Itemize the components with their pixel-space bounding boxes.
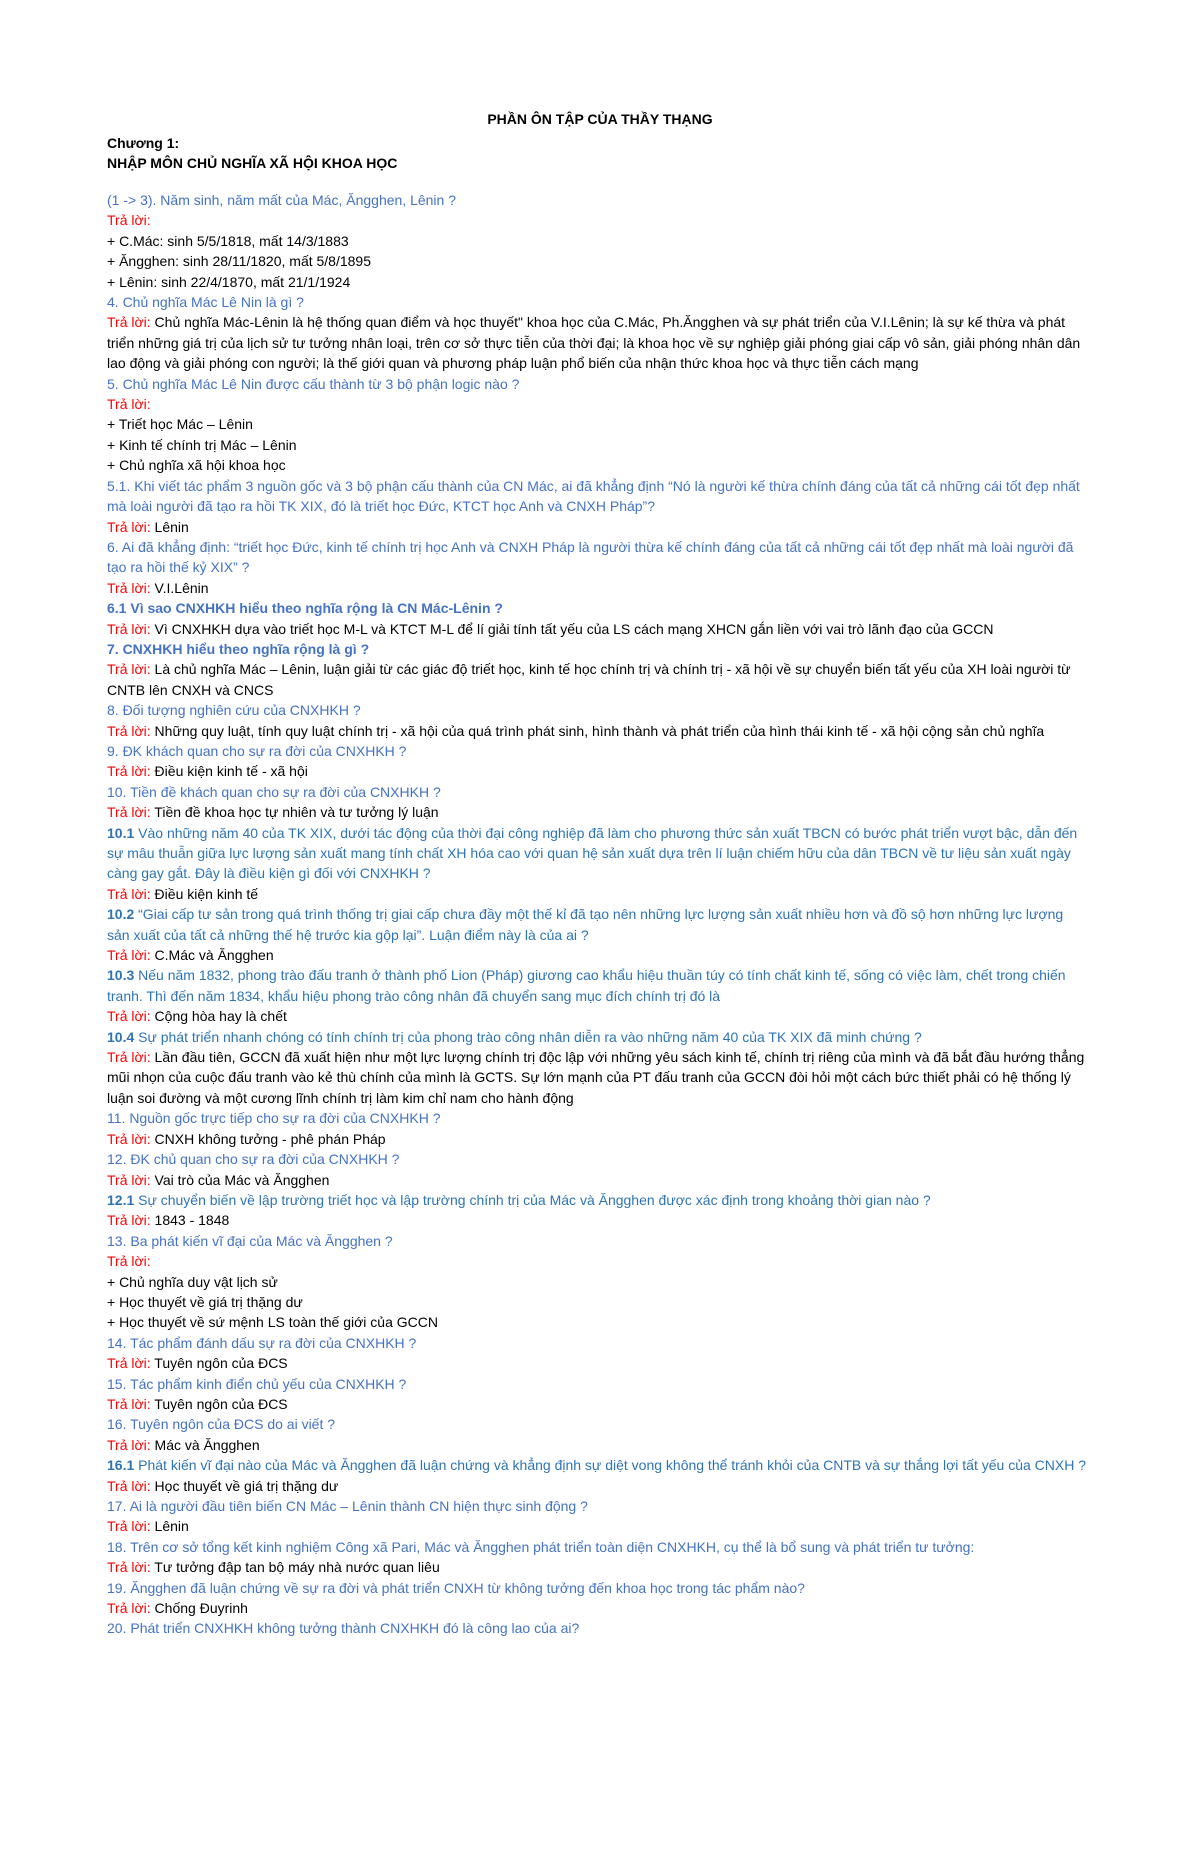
question-line: 17. Ai là người đầu tiên biến CN Mác – Lênin thành CN hiện thực sinh động ?	[107, 1498, 588, 1514]
question-line	[107, 1190, 1087, 1210]
question-line: 13. Ba phát kiến vĩ đại của Mác và Ăngghen ?	[107, 1232, 393, 1249]
question-line: 5. Chủ nghĩa Mác Lê Nin được cấu thành từ 3 bộ phận logic nào ?	[107, 375, 520, 392]
answer-text: Mác và Ăngghen	[150, 1436, 260, 1453]
answer-label: Trả lời:	[107, 396, 151, 413]
question-line: 12. ĐK chủ quan cho sự ra đời của CNXHKH ?	[107, 1151, 400, 1168]
answer-label: Trả lời:	[107, 885, 151, 902]
answer-label: Trả lời:	[107, 661, 151, 678]
question-line	[107, 1455, 1087, 1475]
question-line: 7. CNXHKH hiểu theo nghĩa rộng là gì ?	[107, 640, 370, 657]
answer-text: Tuyên ngôn của ĐCS	[150, 1355, 288, 1372]
answer-text: Tuyên ngôn của ĐCS	[150, 1395, 288, 1412]
question-text: Sự chuyển biến về lập trường triết học và lập trường chính trị của Mác và Ăngghen được xác định trong khoảng thời gian nào ?	[134, 1191, 931, 1208]
answer-line: + Chủ nghĩa duy vật lịch sử	[107, 1273, 278, 1290]
answer-line	[107, 517, 1087, 537]
answer-text: Là chủ nghĩa Mác – Lênin, luận giải từ các giác độ triết học, kinh tế học chính trị và chính trị - xã hội về sự chuyển biến tất yếu của XH loài người từ CNTB lên CNXH và CNCS	[107, 661, 1071, 698]
question-line: 20. Phát triển CNXHKH không tưởng thành CNXHKH đó là công lao của ai?	[107, 1620, 580, 1637]
answer-line	[107, 1353, 1087, 1373]
question-line: 10. Tiền đề khách quan cho sự ra đời của CNXHKH ?	[107, 783, 441, 800]
answer-label: Trả lời:	[107, 804, 151, 821]
answer-label: Trả lời:	[107, 1477, 151, 1494]
answer-line	[107, 1516, 1087, 1536]
answer-text: V.I.Lênin	[150, 579, 209, 596]
chapter-label: Chương 1:	[107, 135, 180, 151]
answer-line	[107, 659, 1087, 700]
answer-text: Vì CNXHKH dựa vào triết học M-L và KTCT M-L để lí giải tính tất yếu của LS cách mạng XHCN gắn liền với vai trò lãnh đạo của GCCN	[150, 620, 994, 637]
answer-text: Chống Đuyrinh	[150, 1600, 248, 1617]
answer-label: Trả lời:	[107, 620, 151, 637]
answer-line	[107, 1129, 1087, 1149]
answer-text: Học thuyết về giá trị thặng dư	[150, 1477, 339, 1494]
answer-line	[107, 1476, 1087, 1496]
answer-line	[107, 619, 1087, 639]
question-number: 10.1	[107, 824, 135, 841]
answer-text: Điều kiện kinh tế	[150, 885, 259, 902]
answer-label: Trả lời:	[107, 1559, 151, 1576]
answer-text: C.Mác và Ăngghen	[150, 947, 274, 964]
question-line: 16. Tuyên ngôn của ĐCS do ai viết ?	[107, 1416, 336, 1433]
chapter-title: NHẬP MÔN CHỦ NGHĨA XÃ HỘI KHOA HỌC	[107, 155, 398, 171]
question-line: 19. Ăngghen đã luận chứng về sự ra đời và phát triển CNXH từ không tưởng đến khoa học trong tác phẩm nào?	[107, 1579, 805, 1596]
answer-line: + Kinh tế chính trị Mác – Lênin	[107, 436, 297, 453]
answer-line	[107, 761, 1087, 781]
question-line: 8. Đối tượng nghiên cứu của CNXHKH ?	[107, 702, 361, 719]
answer-line	[107, 1435, 1087, 1455]
question-line: 6. Ai đã khẳng định: “triết học Đức, kinh tế chính trị học Anh và CNXH Pháp là người thừa kế chính đáng của tất cả những cái tốt đẹp nhất mà loài người đã tạo ra hồi thế kỷ XIX” ?	[107, 538, 1074, 576]
answer-line: + Lênin: sinh 22/4/1870, mất 21/1/1924	[107, 273, 351, 290]
question-line: 18. Trên cơ sở tổng kết kinh nghiệm Công xã Pari, Mác và Ăngghen phát triển toàn diện CNXHKH, cụ thể là bổ sung và phát triển tư tưởng:	[107, 1538, 975, 1555]
question-number: 10.2	[107, 906, 135, 923]
answer-line	[107, 721, 1087, 741]
question-line: 4. Chủ nghĩa Mác Lê Nin là gì ?	[107, 294, 304, 311]
answer-line	[107, 578, 1087, 598]
question-number: 12.1	[107, 1191, 135, 1208]
answer-label: Trả lời:	[107, 1600, 151, 1617]
answer-line: + Học thuyết về giá trị thặng dư	[107, 1293, 303, 1310]
answer-text: 1843 - 1848	[150, 1212, 230, 1229]
question-line: 9. ĐK khách quan cho sự ra đời của CNXHKH ?	[107, 742, 407, 759]
question-text: Sự phát triển nhanh chóng có tính chính trị của phong trào công nhân diễn ra vào những năm 40 của TK XIX đã minh chứng ?	[134, 1028, 922, 1045]
answer-text: Lần đầu tiên, GCCN đã xuất hiện như một lực lượng chính trị độc lập với những yêu sách kinh tế, chính trị riêng của mình và đã bắt đầu hướng thẳng mũi nhọn của cuộc đấu tranh vào kẻ thù chính của mình là GCTS. Sự lớn mạnh của PT đấu tranh của GCCN đòi hỏi một cách bức thiết phải có hệ thống lý luận soi đường và một cương lĩnh chính trị làm kim chỉ nam cho hành động	[107, 1049, 1085, 1106]
answer-line	[107, 1394, 1087, 1414]
answer-line: + Triết học Mác – Lênin	[107, 416, 253, 433]
answer-label: Trả lời:	[107, 1355, 151, 1372]
answer-line	[107, 1047, 1087, 1108]
answer-label: Trả lời:	[107, 518, 151, 535]
answer-label: Trả lời:	[107, 1436, 151, 1453]
answer-text: CNXH không tưởng - phê phán Pháp	[150, 1130, 386, 1147]
answer-label: Trả lời:	[107, 314, 151, 331]
question-line	[107, 965, 1087, 1006]
question-text: Phát kiến vĩ đại nào của Mác và Ăngghen đã luận chứng và khẳng định sự diệt vong không thể tránh khỏi của CNTB và sự thắng lợi tất yếu của CNXH ?	[134, 1457, 1086, 1474]
answer-label: Trả lời:	[107, 1212, 151, 1229]
answer-label: Trả lời:	[107, 1253, 151, 1270]
answer-line: + Chủ nghĩa xã hội khoa học	[107, 457, 286, 474]
question-text: Vào những năm 40 của TK XIX, dưới tác động của thời đại công nghiệp đã làm cho phương thức sản xuất TBCN có bước phát triển vượt bậc, dẫn đến sự mâu thuẫn giữa lực lượng sản xuất mang tính chất XH hóa cao với quan hệ sản xuất dựa trên lí luận chiếm hữu của dân TBCN về tư liệu sản xuất ngày càng gay gắt. Đây là điều kiện gì đối với CNXHKH ?	[107, 824, 1078, 882]
question-line: 14. Tác phẩm đánh dấu sự ra đời của CNXHKH ?	[107, 1334, 417, 1351]
answer-line	[107, 945, 1087, 965]
qa-list	[107, 190, 1087, 1639]
question-number: 16.1	[107, 1457, 135, 1474]
question-number: 10.4	[107, 1028, 135, 1045]
answer-text: Tiền đề khoa học tự nhiên và tư tưởng lý luận	[150, 804, 439, 821]
document-title: PHẦN ÔN TẬP CỦA THẦY THẠNG	[487, 111, 713, 127]
answer-text: Điều kiện kinh tế - xã hội	[150, 763, 308, 780]
answer-text: Tư tưởng đập tan bộ máy nhà nước quan liêu	[150, 1559, 440, 1576]
answer-label: Trả lời:	[107, 1171, 151, 1188]
question-text: “Giai cấp tư sản trong quá trình thống trị giai cấp chưa đầy một thế kỉ đã tạo nên những lực lượng sản xuất nhiều hơn và đồ sộ hơn những lực lượng sản xuất của tất cả những thế hệ trước kia gộp lại”. Luận điểm này là của ai ?	[107, 906, 1064, 943]
answer-line	[107, 1557, 1087, 1577]
answer-label: Trả lời:	[107, 1518, 151, 1535]
answer-label: Trả lời:	[107, 579, 151, 596]
answer-text: Những quy luật, tính quy luật chính trị - xã hội của quá trình phát sinh, hình thành và phát triển của hình thái kinh tế - xã hội cộng sản chủ nghĩa	[150, 722, 1045, 739]
question-line	[107, 904, 1087, 945]
question-line: 11. Nguồn gốc trực tiếp cho sự ra đời của CNXHKH ?	[107, 1110, 441, 1127]
answer-line	[107, 312, 1087, 373]
question-line: 6.1 Vì sao CNXHKH hiểu theo nghĩa rộng là CN Mác-Lênin ?	[107, 600, 503, 617]
question-line: 15. Tác phẩm kinh điển chủ yếu của CNXHKH ?	[107, 1375, 407, 1392]
answer-line	[107, 1210, 1087, 1230]
answer-line	[107, 1170, 1087, 1190]
answer-text: Lênin	[150, 518, 189, 535]
question-line: (1 -> 3). Năm sinh, năm mất của Mác, Ăngghen, Lênin ?	[107, 192, 457, 208]
answer-label: Trả lời:	[107, 1049, 151, 1066]
answer-label: Trả lời:	[107, 212, 151, 229]
answer-text: Lênin	[150, 1518, 189, 1535]
question-number: 10.3	[107, 967, 135, 984]
answer-label: Trả lời:	[107, 1008, 151, 1025]
answer-text: Chủ nghĩa Mác-Lênin là hệ thống quan điểm và học thuyết" khoa học của C.Mác, Ph.Ăngghen và sự phát triển của V.I.Lênin; là sự kế thừa và phát triển những giá trị của lịch sử tư tưởng nhân loại, trên cơ sở thực tiễn của thời đại; là khoa học về sự nghiệp giải phóng giai cấp vô sản, giải phóng nhân dân lao động và giải phóng con người; là thế giới quan và phương pháp luận phổ biến của nhận thức khoa học và thực tiễn cách mạng	[107, 314, 1081, 372]
question-line: 5.1. Khi viết tác phẩm 3 nguồn gốc và 3 bộ phận cấu thành của CN Mác, ai đã khẳng định “Nó là người kế thừa chính đáng của tất cả những cái tốt đẹp nhất mà loài người đã tạo ra hồi TK XIX, đó là triết học Đức, KTCT học Anh và CNXH Pháp”?	[107, 477, 1080, 515]
answer-line: + Học thuyết về sứ mệnh LS toàn thế giới của GCCN	[107, 1314, 438, 1331]
answer-line	[107, 1006, 1087, 1026]
question-line	[107, 1027, 1087, 1047]
answer-text: Cộng hòa hay là chết	[150, 1008, 287, 1025]
answer-line	[107, 802, 1087, 822]
answer-line	[107, 1598, 1087, 1618]
answer-label: Trả lời:	[107, 763, 151, 780]
answer-text: Vai trò của Mác và Ăngghen	[150, 1171, 330, 1188]
answer-label: Trả lời:	[107, 1395, 151, 1412]
answer-label: Trả lời:	[107, 947, 151, 964]
answer-label: Trả lời:	[107, 1130, 151, 1147]
answer-line: + Ăngghen: sinh 28/11/1820, mất 5/8/1895	[107, 253, 372, 270]
question-line	[107, 823, 1087, 884]
answer-line: + C.Mác: sinh 5/5/1818, mất 14/3/1883	[107, 232, 349, 249]
question-text: Nếu năm 1832, phong trào đấu tranh ở thành phố Lion (Pháp) giương cao khẩu hiệu thuần túy có tính chất kinh tế, sống có việc làm, chết trong chiến tranh. Thì đến năm 1834, khẩu hiệu phong trào công nhân đã chuyển sang mục đích chính trị đó là	[107, 967, 1066, 1004]
answer-label: Trả lời:	[107, 722, 151, 739]
answer-line	[107, 884, 1087, 904]
